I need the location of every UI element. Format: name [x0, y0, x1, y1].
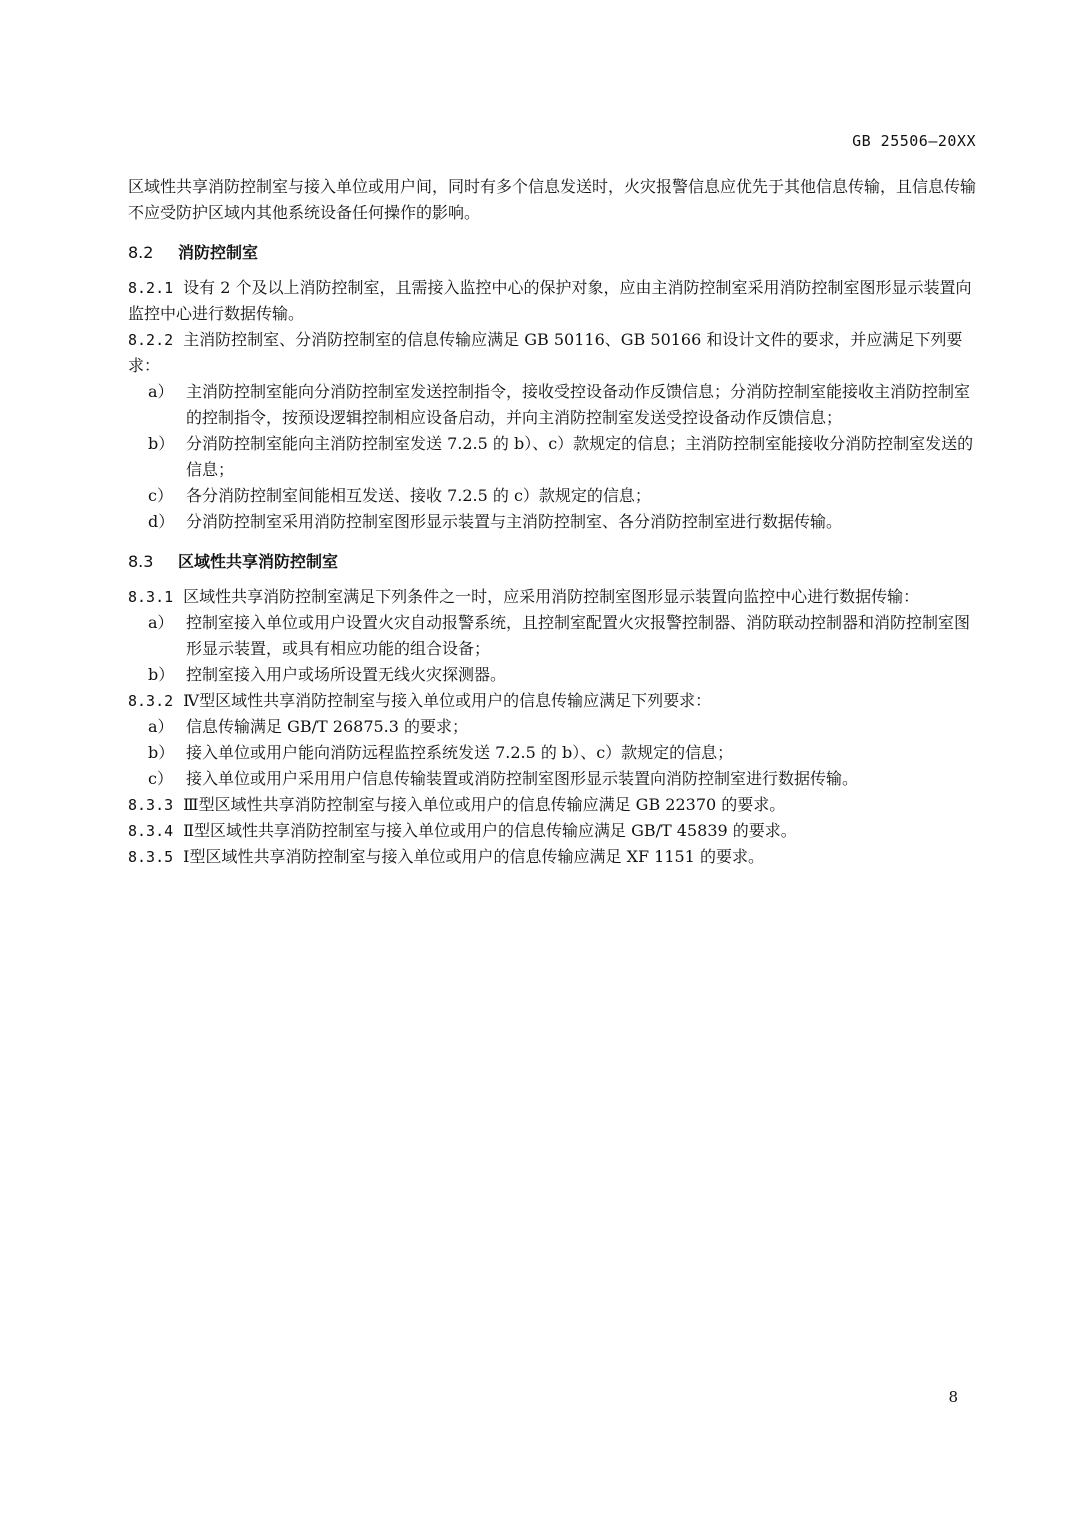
list-marker: a） [148, 717, 174, 736]
section-title: 区域性共享消防控制室 [178, 552, 339, 571]
clause-8-3-1 [128, 584, 980, 610]
list-item [128, 379, 980, 431]
list-marker: a） [148, 613, 174, 632]
page-number: 8 [948, 1388, 958, 1406]
clause-text: Ⅱ型区域性共享消防控制室与接入单位或用户的信息传输应满足 GB/T 45839 的要求。 [183, 821, 797, 840]
list-marker: c） [148, 769, 173, 788]
clause-text: Ⅲ型区域性共享消防控制室与接入单位或用户的信息传输应满足 GB 22370 的要求。 [183, 795, 786, 814]
clause-number: 8.3.3 [128, 796, 174, 814]
section-number: 8.2 [128, 243, 154, 262]
clause-number: 8.3.1 [128, 588, 174, 606]
list-marker: d） [148, 512, 175, 531]
clause-8-3-4 [128, 818, 980, 844]
list-marker: c） [148, 486, 173, 505]
list-item-text: 控制室接入用户或场所设置无线火灾探测器。 [186, 665, 507, 684]
list-item [128, 610, 980, 662]
clause-number: 8.2.1 [128, 279, 174, 297]
list-item [128, 431, 980, 483]
section-8-3-heading [128, 549, 980, 572]
list-marker: b） [148, 434, 175, 453]
clause-text: Ⅳ型区域性共享消防控制室与接入单位或用户的信息传输应满足下列要求： [183, 691, 712, 710]
document-body [128, 174, 980, 870]
clause-text: Ⅰ型区域性共享消防控制室与接入单位或用户的信息传输应满足 XF 1151 的要求。 [183, 847, 764, 866]
clause-number: 8.3.2 [128, 692, 174, 710]
clause-8-3-3 [128, 792, 980, 818]
list-item [128, 509, 980, 535]
list-marker: b） [148, 665, 175, 684]
clause-8-2-1 [128, 275, 980, 327]
section-number: 8.3 [128, 552, 154, 571]
list-item-text: 分消防控制室采用消防控制室图形显示装置与主消防控制室、各分消防控制室进行数据传输。 [186, 512, 843, 531]
clause-8-3-5 [128, 844, 980, 870]
list-item [128, 662, 980, 688]
list-item-text: 信息传输满足 GB/T 26875.3 的要求； [186, 717, 469, 736]
section-8-2-heading [128, 240, 980, 263]
list-item [128, 766, 980, 792]
clause-text: 主消防控制室、分消防控制室的信息传输应满足 GB 50116、GB 50166 和设计文件的要求，并应满足下列要求： [128, 330, 963, 375]
clause-number: 8.3.4 [128, 822, 174, 840]
clause-8-3-2 [128, 688, 980, 714]
list-item [128, 740, 980, 766]
clause-text: 设有 2 个及以上消防控制室，且需接入监控中心的保护对象，应由主消防控制室采用消防控制室图形显示装置向监控中心进行数据传输。 [128, 278, 972, 323]
section-title: 消防控制室 [178, 243, 259, 262]
list-item [128, 714, 980, 740]
clause-number: 8.3.5 [128, 848, 174, 866]
list-item [128, 483, 980, 509]
intro-paragraph: 区域性共享消防控制室与接入单位或用户间，同时有多个信息发送时，火灾报警信息应优先于其他信息传输，且信息传输不应受防护区域内其他系统设备任何操作的影响。 [128, 177, 977, 222]
list-item-text: 控制室接入单位或用户设置火灾自动报警系统，且控制室配置火灾报警控制器、消防联动控制器和消防控制室图形显示装置，或具有相应功能的组合设备； [186, 613, 971, 658]
list-marker: a） [148, 382, 174, 401]
clause-number: 8.2.2 [128, 331, 174, 349]
list-item-text: 主消防控制室能向分消防控制室发送控制指令，接收受控设备动作反馈信息；分消防控制室能接收主消防控制室的控制指令，按预设逻辑控制相应设备启动，并向主消防控制室发送受控设备动作反馈信息； [186, 382, 971, 427]
list-item-text: 接入单位或用户采用用户信息传输装置或消防控制室图形显示装置向消防控制室进行数据传输。 [186, 769, 859, 788]
clause-text: 区域性共享消防控制室满足下列条件之一时，应采用消防控制室图形显示装置向监控中心进行数据传输： [183, 587, 920, 606]
list-item-text: 接入单位或用户能向消防远程监控系统发送 7.2.5 的 b）、c）款规定的信息； [186, 743, 734, 762]
list-item-text: 各分消防控制室间能相互发送、接收 7.2.5 的 c）款规定的信息； [186, 486, 651, 505]
list-marker: b） [148, 743, 175, 762]
document-id-header: GB 25506—20XX [852, 132, 976, 150]
list-item-text: 分消防控制室能向主消防控制室发送 7.2.5 的 b）、c）款规定的信息；主消防控制室能接收分消防控制室发送的信息； [186, 434, 974, 479]
clause-8-2-2 [128, 327, 980, 379]
